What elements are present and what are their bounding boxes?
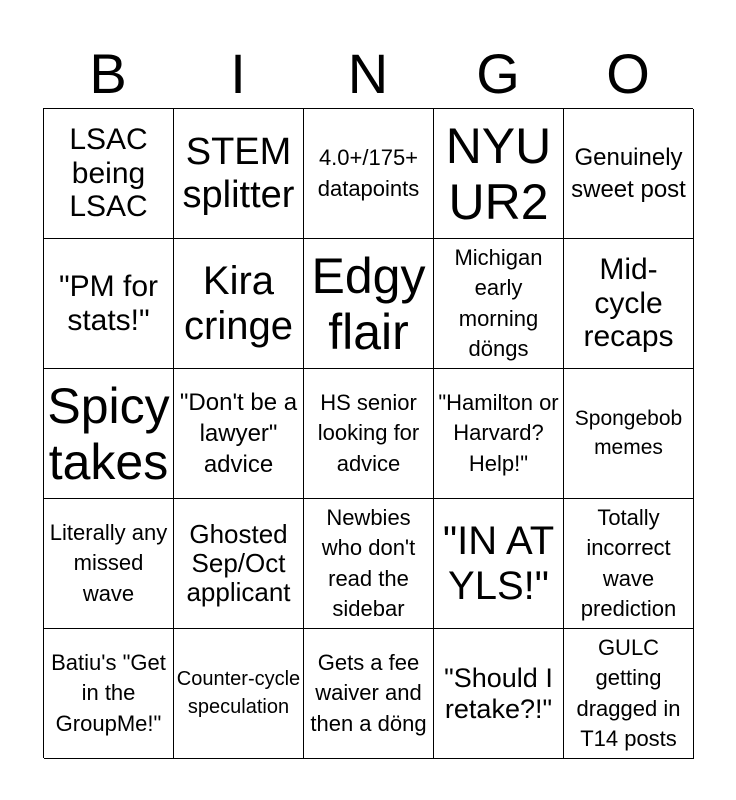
bingo-cell[interactable] bbox=[564, 239, 694, 369]
bingo-cell[interactable] bbox=[44, 629, 174, 759]
bingo-cell[interactable] bbox=[174, 239, 304, 369]
bingo-cell[interactable] bbox=[304, 629, 434, 759]
cell-text: HS senior looking for advice bbox=[317, 389, 420, 476]
cell-text: Gets a fee waiver and then a döng bbox=[310, 649, 427, 736]
header-letter-o: O bbox=[606, 42, 650, 105]
cell-text: Genuinely sweet post bbox=[571, 144, 686, 203]
bingo-cell[interactable] bbox=[304, 109, 434, 239]
bingo-cell[interactable] bbox=[44, 499, 174, 629]
cell-text: 4.0+/175+ datapoints bbox=[317, 145, 420, 201]
cell-text: Edgy flair bbox=[311, 247, 426, 360]
cell-text: Literally any missed wave bbox=[49, 519, 168, 606]
bingo-cell[interactable] bbox=[564, 109, 694, 239]
bingo-cell[interactable] bbox=[434, 239, 564, 369]
bingo-header bbox=[43, 40, 693, 108]
cell-text: Counter-cycle speculation bbox=[176, 667, 301, 718]
bingo-cell[interactable] bbox=[174, 369, 304, 499]
cell-text: Spicy takes bbox=[47, 377, 170, 490]
header-letter-g: G bbox=[476, 42, 520, 105]
cell-text: LSAC being LSAC bbox=[69, 123, 148, 224]
bingo-board bbox=[43, 108, 693, 758]
cell-text: STEM splitter bbox=[182, 130, 295, 216]
header-letter-b: B bbox=[89, 42, 127, 105]
cell-text: NYU UR2 bbox=[445, 117, 552, 230]
bingo-cell[interactable] bbox=[44, 239, 174, 369]
bingo-cell[interactable] bbox=[304, 239, 434, 369]
cell-text: GULC getting dragged in T14 posts bbox=[576, 634, 681, 751]
header-letter-i: I bbox=[230, 42, 246, 105]
cell-text: Newbies who don't read the sidebar bbox=[321, 504, 416, 621]
cell-text: Totally incorrect wave prediction bbox=[580, 504, 677, 621]
bingo-cell[interactable] bbox=[434, 499, 564, 629]
bingo-cell[interactable] bbox=[174, 629, 304, 759]
cell-text: "Should I retake?!" bbox=[444, 663, 553, 724]
cell-text: "Don't be a lawyer" advice bbox=[179, 388, 298, 479]
bingo-cell[interactable] bbox=[564, 369, 694, 499]
bingo-cell[interactable] bbox=[434, 109, 564, 239]
bingo-cell[interactable] bbox=[174, 109, 304, 239]
cell-text: Ghosted Sep/Oct applicant bbox=[186, 518, 291, 608]
bingo-cell[interactable] bbox=[44, 369, 174, 499]
cell-text: "PM for stats!" bbox=[59, 269, 158, 337]
cell-text: Kira cringe bbox=[184, 258, 293, 348]
header-letter-n: N bbox=[347, 42, 389, 105]
bingo-cell[interactable] bbox=[434, 369, 564, 499]
bingo-cell[interactable] bbox=[304, 369, 434, 499]
cell-text: "Hamilton or Harvard? Help!" bbox=[438, 389, 559, 476]
cell-text: Mid-cycle recaps bbox=[583, 253, 674, 354]
bingo-cell[interactable] bbox=[564, 499, 694, 629]
cell-text: Batiu's "Get in the GroupMe!" bbox=[51, 649, 166, 736]
bingo-cell[interactable] bbox=[174, 499, 304, 629]
bingo-cell[interactable] bbox=[434, 629, 564, 759]
cell-text: Spongebob memes bbox=[574, 406, 683, 459]
bingo-cell[interactable] bbox=[304, 499, 434, 629]
bingo-cell[interactable] bbox=[564, 629, 694, 759]
cell-text: Michigan early morning döngs bbox=[454, 244, 543, 361]
cell-text: "IN AT YLS!" bbox=[442, 518, 555, 608]
bingo-cell[interactable] bbox=[44, 109, 174, 239]
